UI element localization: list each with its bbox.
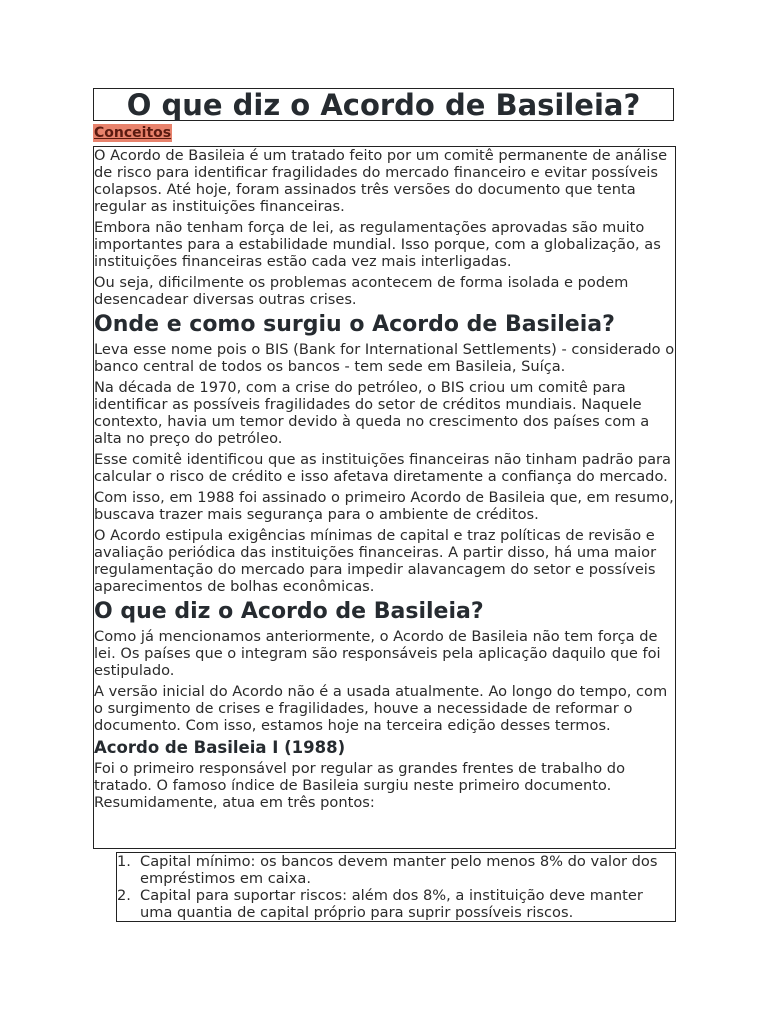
origin-paragraph-1: Leva esse nome pois o BIS (Bank for International Settlements) - considerado o banco central de todos os bancos - tem sede em Basileia, Suíça. — [94, 341, 675, 375]
basel-i-paragraph: Foi o primeiro responsável por regular as grandes frentes de trabalho do tratado. O famoso índice de Basileia surgiu neste primeiro documento. Resumidamente, atua em três pontos: — [94, 760, 626, 811]
list-item-number: 2. — [117, 887, 131, 904]
list-item-text: Capital para suportar riscos: além dos 8%, a instituição deve manter uma quantia de capital próprio para suprir possíveis riscos. — [140, 887, 643, 921]
origin-paragraph-3: Esse comitê identificou que as instituições financeiras não tinham padrão para calcular o risco de crédito e isso afetava diretamente a confiança do mercado. — [94, 451, 672, 485]
intro-paragraph-2: Embora não tenham força de lei, as regulamentações aprovadas são muito importantes para a estabilidade mundial. Isso porque, com a globalização, as instituições financeiras estão cada vez mais interligadas. — [94, 219, 661, 270]
list-item-text: Capital mínimo: os bancos devem manter pelo menos 8% do valor dos empréstimos em caixa. — [140, 853, 658, 887]
list-item — [117, 887, 675, 921]
title-box — [93, 88, 674, 121]
content-paragraph-1: Como já mencionamos anteriormente, o Acordo de Basileia não tem força de lei. Os países que o integram são responsáveis pela aplicação daquilo que foi estipulado. — [94, 628, 661, 679]
origin-paragraph-5: O Acordo estipula exigências mínimas de capital e traz políticas de revisão e avaliação periódica das instituições financeiras. A partir disso, há uma maior regulamentação do mercado para impedir alavancagem do setor e possíveis aparecimentos de bolhas econômicas. — [94, 527, 657, 595]
origin-paragraph-4: Com isso, em 1988 foi assinado o primeiro Acordo de Basileia que, em resumo, buscava trazer mais segurança para o ambiente de créditos. — [94, 489, 674, 523]
points-list-box — [116, 852, 676, 922]
section-heading-content: O que diz o Acordo de Basileia? — [94, 599, 484, 624]
list-item — [117, 853, 675, 887]
content-paragraph-2: A versão inicial do Acordo não é a usada atualmente. Ao longo do tempo, com o surgimento de crises e fragilidades, houve a necessidade de reformar o documento. Com isso, estamos hoje na terceira edição desses termos. — [94, 683, 668, 734]
subsection-heading-basel-i: Acordo de Basileia I (1988) — [94, 738, 346, 757]
list-item-number: 1. — [117, 853, 131, 870]
intro-paragraph-1: O Acordo de Basileia é um tratado feito por um comitê permanente de análise de risco para identificar fragilidades do mercado financeiro e evitar possíveis colapsos. Até hoje, foram assinados três versões do documento que tenta regular as instituições financeiras. — [94, 147, 668, 215]
page-title: O que diz o Acordo de Basileia? — [126, 88, 641, 122]
article-body — [93, 146, 676, 849]
intro-paragraph-3: Ou seja, dificilmente os problemas acontecem de forma isolada e podem desencadear diversas outras crises. — [94, 274, 629, 308]
category-tag[interactable]: Conceitos — [94, 125, 172, 141]
points-list — [117, 853, 675, 921]
section-heading-origin: Onde e como surgiu o Acordo de Basileia? — [94, 312, 615, 337]
origin-paragraph-2: Na década de 1970, com a crise do petróleo, o BIS criou um comitê para identificar as possíveis fragilidades do setor de créditos mundiais. Naquele contexto, havia um temor devido à queda no crescimento dos países com a alta no preço do petróleo. — [94, 379, 650, 447]
